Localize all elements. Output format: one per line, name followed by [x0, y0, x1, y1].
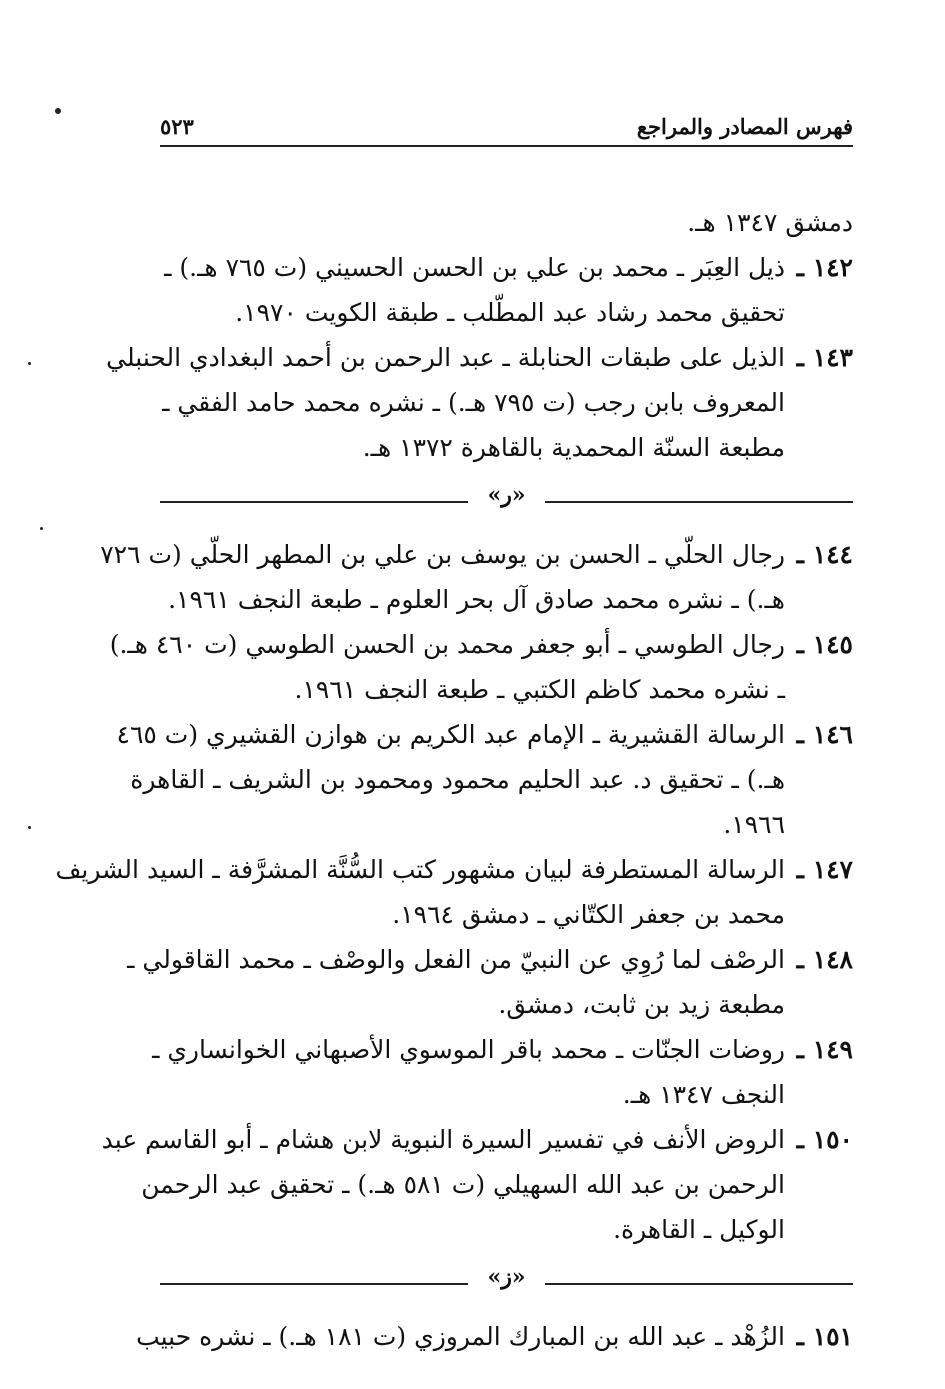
entry-line: هـ.) ـ نشره محمد صادق آل بحر العلوم ـ طبعة النجف ١٩٦١.	[168, 585, 785, 614]
scan-speck	[28, 826, 31, 829]
header-rule	[160, 145, 853, 147]
entry-text	[116, 712, 785, 847]
entry-number: ١٤٣ ـ	[796, 343, 853, 372]
entry-line: النجف ١٣٤٧ هـ.	[622, 1080, 785, 1109]
bibliography-entry	[152, 1027, 853, 1117]
scan-speck	[40, 527, 43, 530]
entry-line: محمد بن جعفر الكتّاني ـ دمشق ١٩٦٤.	[392, 900, 785, 929]
bibliography-entry	[116, 712, 853, 847]
entry-text	[55, 847, 785, 937]
entry-number: ١٥٠ ـ	[796, 1125, 853, 1154]
entry-line: المعروف بابن رجب (ت ٧٩٥ هـ.) ـ نشره محمد حامد الفقي ـ	[162, 388, 785, 417]
entry-text	[100, 532, 785, 622]
entry-text	[152, 1027, 785, 1117]
entry-line: مطبعة زيد بن ثابت، دمشق.	[498, 990, 785, 1019]
entry-line: تحقيق محمد رشاد عبد المطّلب ـ طبقة الكويت ١٩٧٠.	[235, 298, 785, 327]
entry-text	[136, 1314, 785, 1359]
entry-line: الوكيل ـ القاهرة.	[613, 1215, 785, 1244]
entry-line: مطبعة السنّة المحمدية بالقاهرة ١٣٧٢ هـ.	[362, 433, 785, 462]
continuation-line: دمشق ١٣٤٧ هـ.	[687, 208, 853, 237]
bibliography-entry	[136, 1314, 853, 1359]
section-letter: «ر»	[487, 482, 526, 508]
entry-number: ١٤٦ ـ	[796, 720, 853, 749]
bibliography-entry	[100, 532, 853, 622]
entry-line: الروض الأنف في تفسير السيرة النبوية لابن هشام ـ أبو القاسم عبد	[101, 1125, 785, 1154]
entry-number: ١٤٩ ـ	[796, 1035, 853, 1064]
entry-line: الرسالة القشيرية ـ الإمام عبد الكريم بن هوازن القشيري (ت ٤٦٥	[116, 720, 785, 749]
scan-speck	[28, 362, 31, 365]
bibliography-entry	[101, 1117, 853, 1252]
entry-line: الرصْف لما رُوِي عن النبيّ من الفعل والوصْف ـ محمد القاقولي ـ	[127, 945, 785, 974]
bibliography-entry	[160, 245, 853, 335]
sections	[55, 245, 853, 1359]
section-letter: «ز»	[487, 1264, 526, 1290]
entry-number: ١٤٨ ـ	[796, 945, 853, 974]
entry-text	[101, 1117, 785, 1252]
bibliography-list	[55, 200, 853, 1359]
running-header	[160, 110, 853, 146]
entry-line: الرحمن بن عبد الله السهيلي (ت ٥٨١ هـ.) ـ تحقيق عبد الرحمن	[141, 1170, 785, 1199]
entry-number: ١٤٧ ـ	[796, 855, 853, 884]
entry-line: ١٩٦٦.	[723, 810, 785, 839]
section-separator	[160, 1252, 853, 1314]
header-title: فهرس المصادر والمراجع	[636, 114, 853, 139]
entry-line: روضات الجنّات ـ محمد باقر الموسوي الأصبهاني الخوانساري ـ	[152, 1035, 785, 1064]
entry-line: رجال الطوسي ـ أبو جعفر محمد بن الحسن الطوسي (ت ٤٦٠ هـ.)	[109, 630, 785, 659]
entry-text	[127, 937, 785, 1027]
entry-text	[106, 335, 785, 470]
bibliography-entry	[55, 847, 853, 937]
page-number: ٥٢٣	[160, 114, 194, 139]
entry-line: الرسالة المستطرفة لبيان مشهور كتب السُّنَّة المشرَّفة ـ السيد الشريف	[55, 855, 785, 884]
entry-number: ١٥١ ـ	[796, 1322, 853, 1351]
bibliography-entry	[127, 937, 853, 1027]
entry-number: ١٤٢ ـ	[796, 253, 853, 282]
scan-speck	[55, 108, 61, 114]
entry-line: ـ نشره محمد كاظم الكتبي ـ طبعة النجف ١٩٦١.	[294, 675, 785, 704]
bibliography-entry	[106, 335, 853, 470]
entry-line: الذيل على طبقات الحنابلة ـ عبد الرحمن بن أحمد البغدادي الحنبلي	[106, 343, 785, 372]
entry-line: ذيل العِبَر ـ محمد بن علي بن الحسن الحسيني (ت ٧٦٥ هـ.) ـ	[164, 253, 785, 282]
entry-line: الزُهْد ـ عبد الله بن المبارك المروزي (ت ١٨١ هـ.) ـ نشره حبيب	[136, 1322, 785, 1351]
entry-text	[160, 245, 785, 335]
bibliography-entry	[109, 622, 853, 712]
entry-line: رجال الحلّي ـ الحسن بن يوسف بن علي بن المطهر الحلّي (ت ٧٢٦	[100, 540, 785, 569]
entry-number: ١٤٥ ـ	[796, 630, 853, 659]
entry-text	[109, 622, 785, 712]
entry-line: هـ.) ـ تحقيق د. عبد الحليم محمود ومحمود بن الشريف ـ القاهرة	[130, 765, 785, 794]
section-separator	[160, 470, 853, 532]
entry-number: ١٤٤ ـ	[796, 540, 853, 569]
